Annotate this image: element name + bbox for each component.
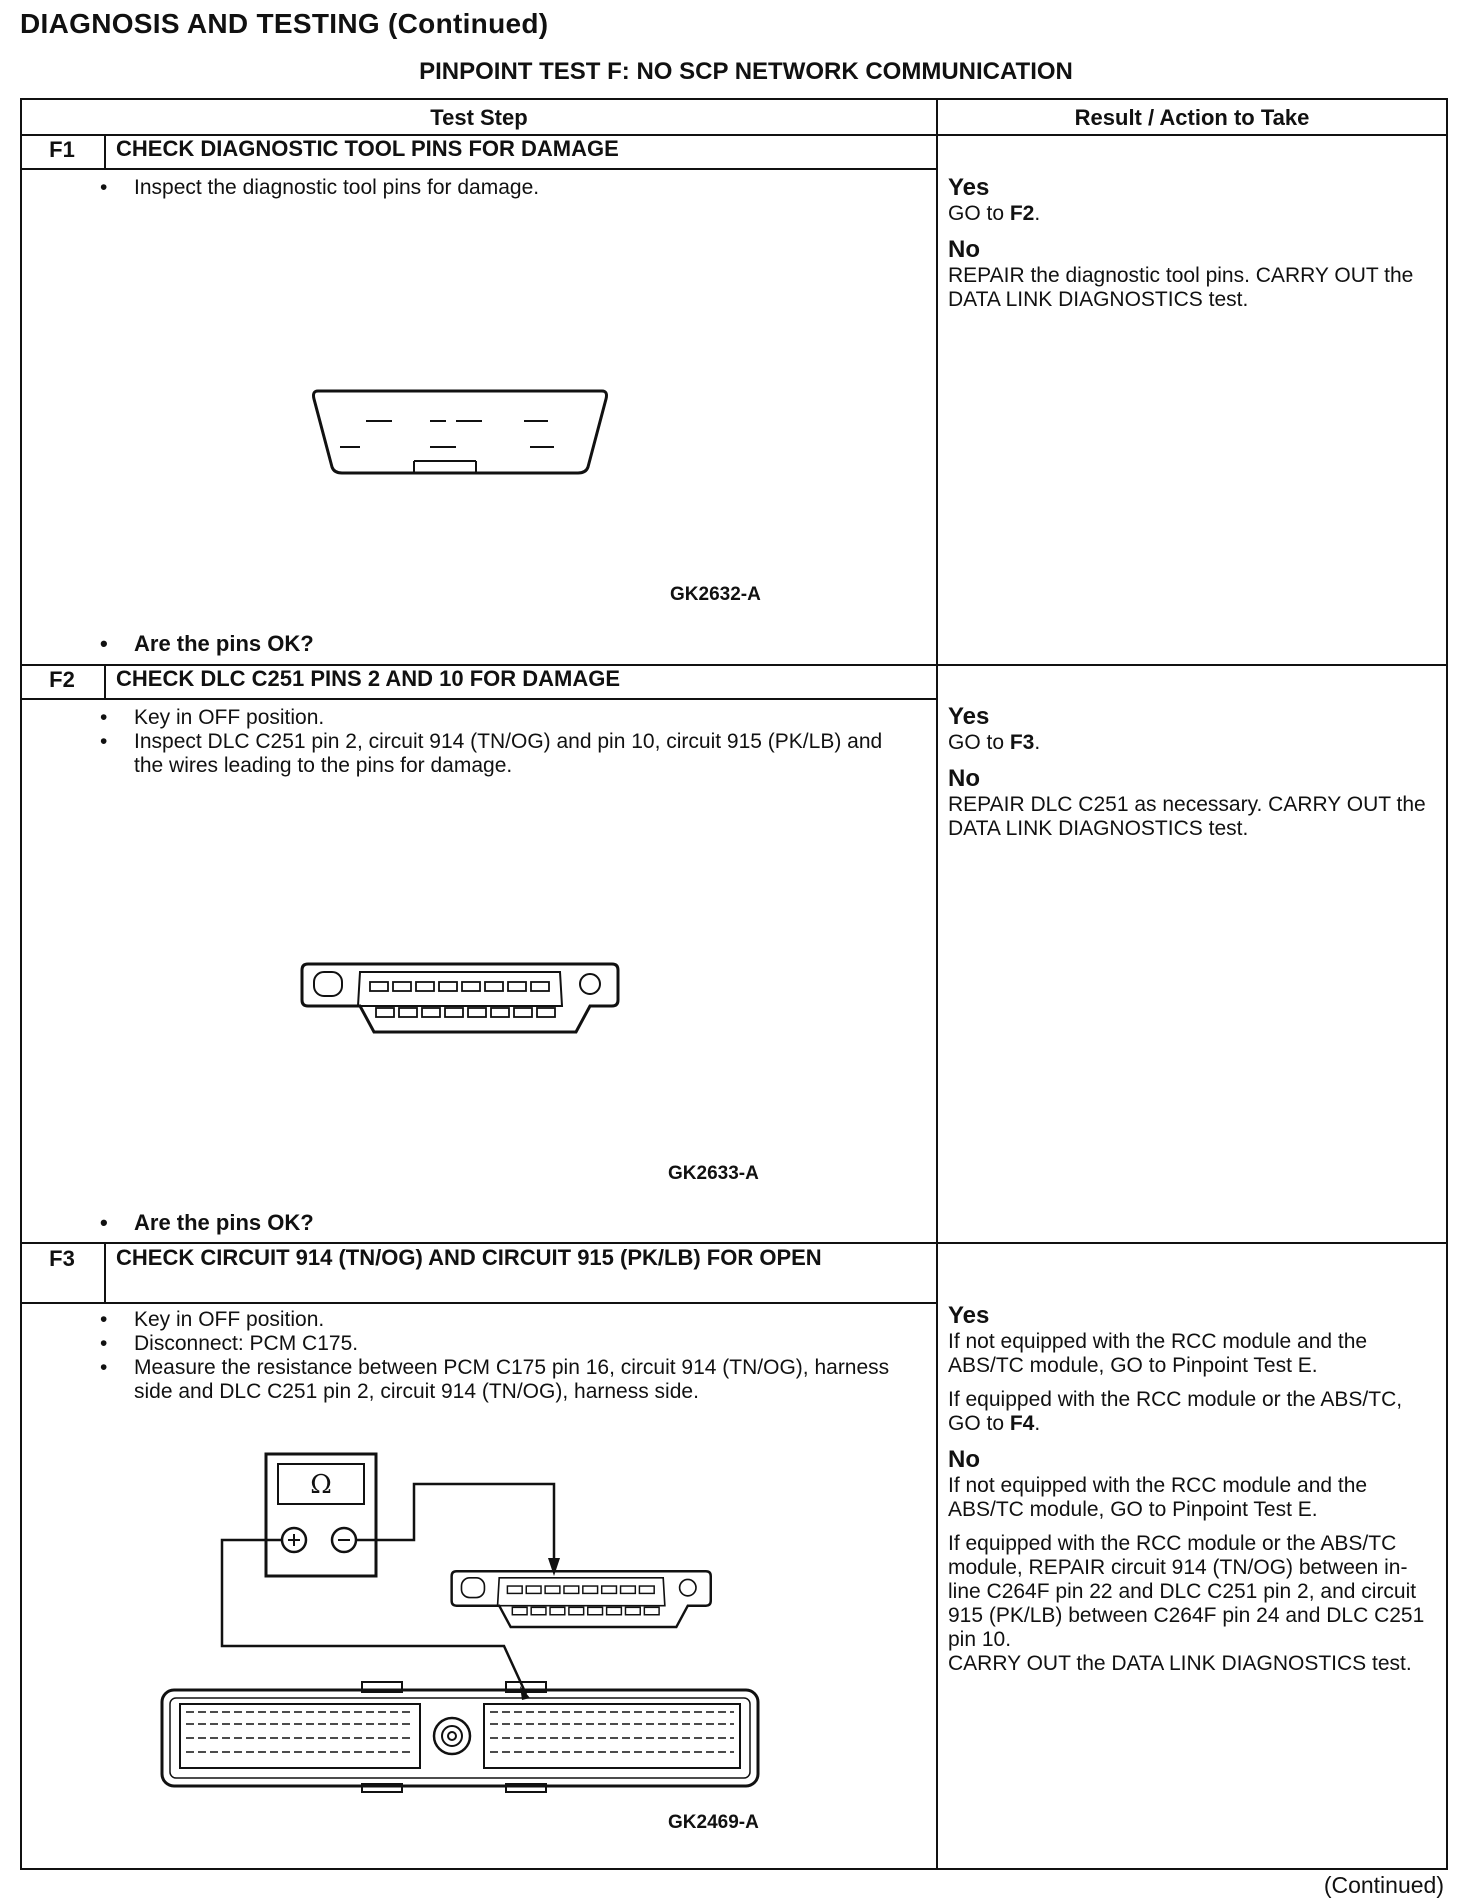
resistance-measurement-figure [150,1450,770,1790]
figure-code-f1: GK2632-A [670,584,761,605]
step-f3-instructions [90,1308,910,1404]
dlc-connector-figure [300,960,620,1036]
step-id-f3: F3 [49,1246,75,1271]
result-f2 [948,703,1438,851]
no-action: REPAIR DLC C251 as necessary. CARRY OUT the DATA LINK DIAGNOSTICS test. [948,793,1426,840]
result-f1 [948,174,1438,322]
id-divider-f3 [104,1242,106,1302]
continued-note: (Continued) [1323,1872,1444,1898]
no-label: No [948,1446,980,1473]
f2-f3-separator [22,1242,1446,1244]
step-id-f2: F2 [49,667,75,692]
yes-action: GO to F2. [948,202,1041,225]
diagnostic-tool-connector-figure [310,385,610,475]
list-item: • Inspect the diagnostic tool pins for damage. [90,176,910,200]
page-title: DIAGNOSIS AND TESTING (Continued) [20,8,549,39]
figure-code-f2: GK2633-A [668,1163,759,1184]
yes-label: Yes [948,703,990,730]
id-divider-f2 [104,664,106,698]
no-action-2: If equipped with the RCC module or the ABS/TC module, REPAIR circuit 914 (TN/OG) between in-line C264F pin 22 and DLC C251 pin 2, and circuit 915 (PK/LB) between C264F pin 24 and DLC C251 pin 10. [948,1532,1425,1651]
no-label: No [948,236,980,263]
header-result-action: Result / Action to Take [1074,105,1310,130]
yes-label: Yes [948,174,990,201]
yes-action-1: If not equipped with the RCC module and the ABS/TC module, GO to Pinpoint Test E. [948,1330,1368,1377]
header-test-step: Test Step [430,105,528,130]
list-item: • Key in OFF position. [90,706,910,730]
list-item: • Measure the resistance between PCM C175 pin 16, circuit 914 (TN/OG), harness side and DLC C251 pin 2, circuit 914 (TN/OG), harness side. [90,1356,910,1404]
no-label: No [948,765,980,792]
step-f1-instructions [90,176,910,200]
step-title-f1: CHECK DIAGNOSTIC TOOL PINS FOR DAMAGE [116,136,619,161]
f3-title-rule [22,1302,936,1304]
list-item: • Key in OFF position. [90,1308,910,1332]
step-id-f1: F1 [49,137,75,162]
pinpoint-test-title: PINPOINT TEST F: NO SCP NETWORK COMMUNICATION [419,58,1073,85]
yes-action: GO to F3. [948,731,1041,754]
column-divider [936,100,938,1868]
pcm-connector [162,1682,758,1792]
step-title-f2: CHECK DLC C251 PINS 2 AND 10 FOR DAMAGE [116,666,621,691]
list-item: • Disconnect: PCM C175. [90,1332,910,1356]
f2-title-rule [22,698,936,700]
step-f2-question: • Are the pins OK? [90,1210,314,1236]
no-action-3: CARRY OUT the DATA LINK DIAGNOSTICS test. [948,1652,1412,1675]
no-action: REPAIR the diagnostic tool pins. CARRY OUT the DATA LINK DIAGNOSTICS test. [948,264,1414,311]
f1-title-rule [22,168,936,170]
step-f2-instructions [90,706,910,778]
step-title-f3: CHECK CIRCUIT 914 (TN/OG) AND CIRCUIT 915 (PK/LB) FOR OPEN [116,1245,822,1270]
id-divider-f1 [104,134,106,168]
yes-label: Yes [948,1302,990,1329]
step-f1-question: • Are the pins OK? [90,631,314,657]
figure-code-f3: GK2469-A [668,1812,759,1833]
no-action-1: If not equipped with the RCC module and the ABS/TC module, GO to Pinpoint Test E. [948,1474,1368,1521]
yes-action-2: If equipped with the RCC module or the ABS/TC, GO to F4. [948,1388,1403,1435]
result-f3 [948,1302,1438,1686]
ohm-symbol-icon: Ω [310,1470,332,1500]
list-item: • Inspect DLC C251 pin 2, circuit 914 (TN/OG) and pin 10, circuit 915 (PK/LB) and the wires leading to the pins for damage. [90,730,910,778]
